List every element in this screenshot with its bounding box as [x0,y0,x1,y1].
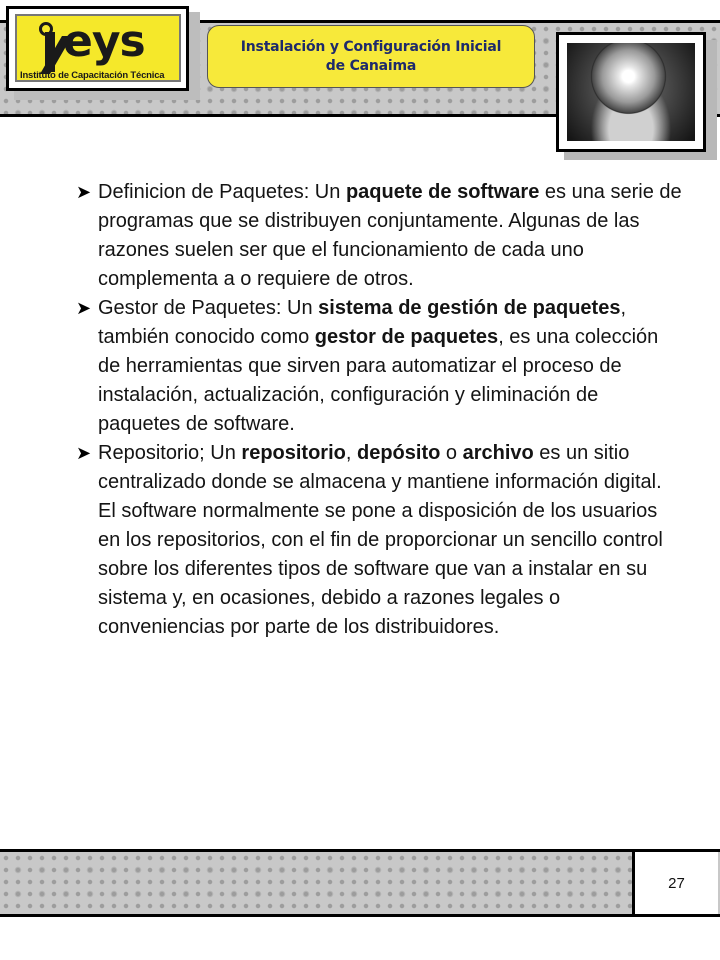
item-text: Definicion de Paquetes: Un [98,181,346,203]
item-bold: repositorio [241,442,346,464]
logo-word: eys [63,16,145,67]
item-bold: paquete de software [345,181,540,203]
page-number: 27 [668,874,685,892]
arrow-bullet-icon: ➤ [76,182,92,203]
item-bold: gestor de paquetes [314,326,499,348]
arrow-bullet-icon: ➤ [76,443,92,464]
item-text: es un sitio centralizado donde se almacena y mantiene información digital. El software normalmente se pone a disposición de los usuarios en los repositorios, con el fin de proporcionar un sencillo control sobre los diferentes tipos de software que van a instalar en su sistema y, en ocasiones, debido a razones legales o conveniencias por parte de los distribuidores. [98,442,663,638]
list-item-paquetes [76,178,684,294]
page-title [241,38,501,76]
item-text: Repositorio; Un [98,442,242,464]
item-text: es una serie de programas que se distribuyen conjuntamente. Algunas de las razones suelen ser que el funcionamiento de cada uno complementa a o requiere de otros. [98,181,682,290]
keys-logo [6,6,189,91]
title-line-1: Instalación y Configuración Inicial [240,38,502,55]
page-number-box [632,852,718,914]
footer-band [0,849,720,917]
logo-panel [15,14,181,82]
item-bold: sistema de gestión de paquetes [318,297,621,319]
item-text: , también conocido como [98,297,627,348]
list-item-repositorio [76,439,684,642]
logo-subtitle: Instituto de Capacitación Técnica [20,70,165,81]
item-text: Gestor de Paquetes: Un [98,297,319,319]
title-line-2: de Canaima [325,57,417,74]
item-text: , es una colección de herramientas que sirven para automatizar el proceso de instalación, actualización, configuración y eliminación de paquetes de software. [98,326,659,435]
globe-icon [567,43,695,141]
list-item-gestor [76,294,684,439]
title-box [207,25,535,88]
item-bold: archivo [462,442,534,464]
item-bold: depósito [356,442,441,464]
item-text: o [440,442,463,464]
arrow-bullet-icon: ➤ [76,298,92,319]
content [76,178,684,642]
item-text: , [345,442,357,464]
globe-hands-image [556,32,706,152]
